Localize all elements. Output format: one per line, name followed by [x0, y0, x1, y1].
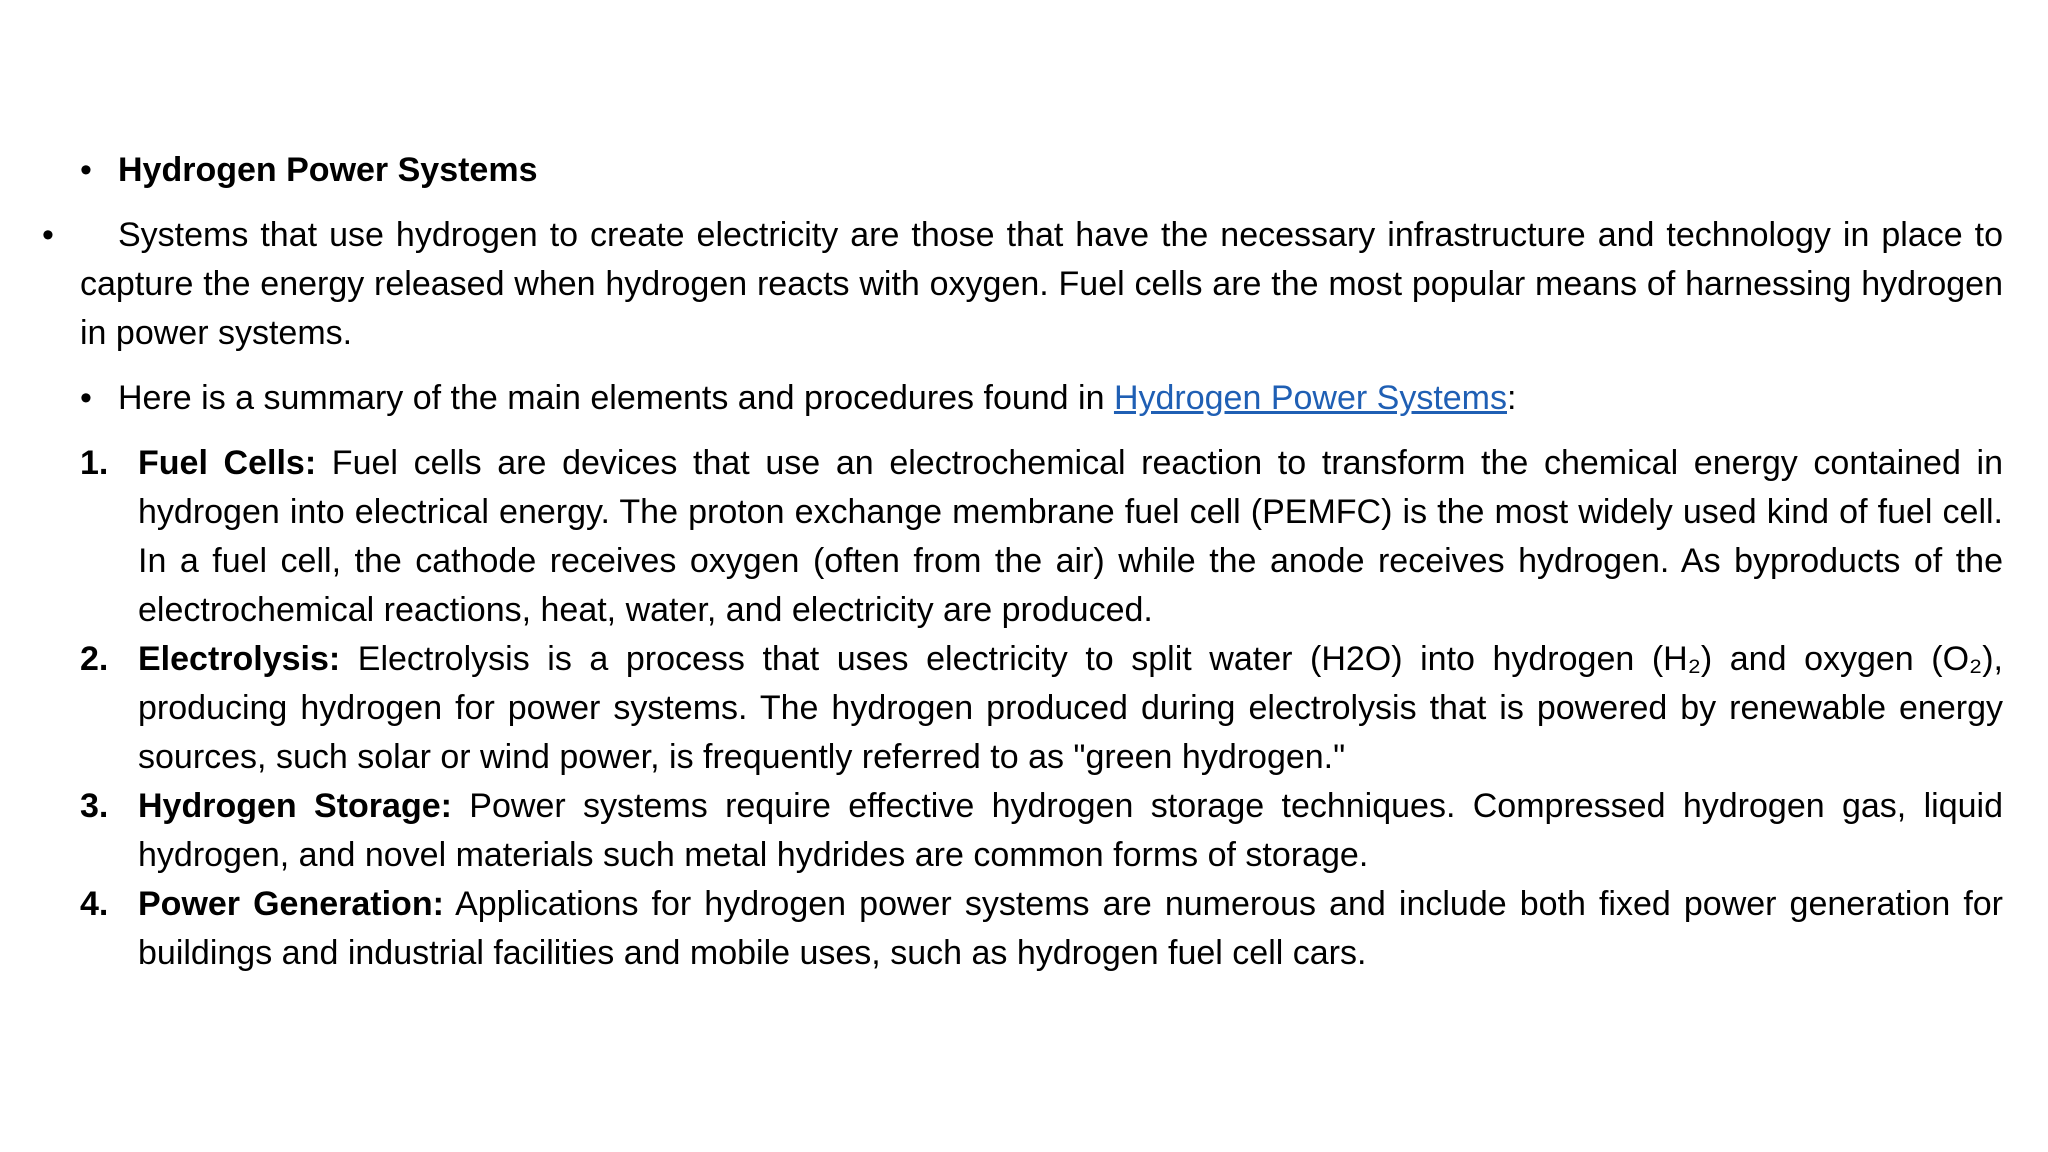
step-term: Fuel Cells: [138, 444, 317, 482]
bullet-summary [80, 374, 2003, 423]
section-heading: Hydrogen Power Systems [118, 151, 538, 189]
step-text: Fuel cells are devices that use an electrochemical reaction to transform the chemical energy contained in hydrogen into electrical energy. The proton exchange membrane fuel cell (PEMFC) is the most widely used kind of fuel cell. In a fuel cell, the cathode receives oxygen (often from the air) while the anode receives hydrogen. As byproducts of the electrochemical reactions, heat, water, and electricity are produced. [138, 444, 2003, 629]
step-number: 4. [80, 885, 109, 923]
steps-list [80, 439, 2003, 978]
bullet-dot: • [42, 216, 54, 254]
bullet-intro [42, 211, 2003, 358]
step-fuel-cells [80, 439, 2003, 635]
step-power-generation [80, 880, 2003, 978]
step-number: 3. [80, 787, 109, 825]
intro-text: Systems that use hydrogen to create electricity are those that have the necessary infrastructure and technology in place to capture the energy released when hydrogen reacts with oxygen. Fuel cells are the most popular means of harnessing hydrogen in power systems. [80, 216, 2003, 352]
step-text: Applications for hydrogen power systems are numerous and include both fixed power generation for buildings and industrial facilities and mobile uses, such as hydrogen fuel cell cars. [138, 885, 2004, 972]
step-electrolysis [80, 635, 2003, 782]
step-text: Electrolysis is a process that uses electricity to split water (H2O) into hydrogen (H₂) and oxygen (O₂), producing hydrogen for power systems. The hydrogen produced during electrolysis that is powered by renewable energy sources, such solar or wind power, is frequently referred to as "green hydrogen." [138, 640, 2003, 776]
summary-text-before: Here is a summary of the main elements and procedures found in [118, 379, 1114, 417]
step-number: 2. [80, 640, 109, 678]
bullet-heading [80, 146, 2003, 195]
bullet-dot: • [80, 151, 92, 189]
step-term: Hydrogen Storage: [138, 787, 452, 825]
summary-text-after: : [1507, 379, 1517, 417]
hydrogen-power-systems-link[interactable]: Hydrogen Power Systems [1113, 379, 1507, 417]
step-text: Power systems require effective hydrogen storage techniques. Compressed hydrogen gas, liquid hydrogen, and novel materials such metal hydrides are common forms of storage. [138, 787, 2003, 874]
step-hydrogen-storage [80, 782, 2003, 880]
bullet-dot: • [80, 379, 92, 417]
step-term: Power Generation: [138, 885, 444, 923]
step-term: Electrolysis: [138, 640, 341, 678]
step-number: 1. [80, 444, 109, 482]
slide-content [42, 146, 2004, 978]
